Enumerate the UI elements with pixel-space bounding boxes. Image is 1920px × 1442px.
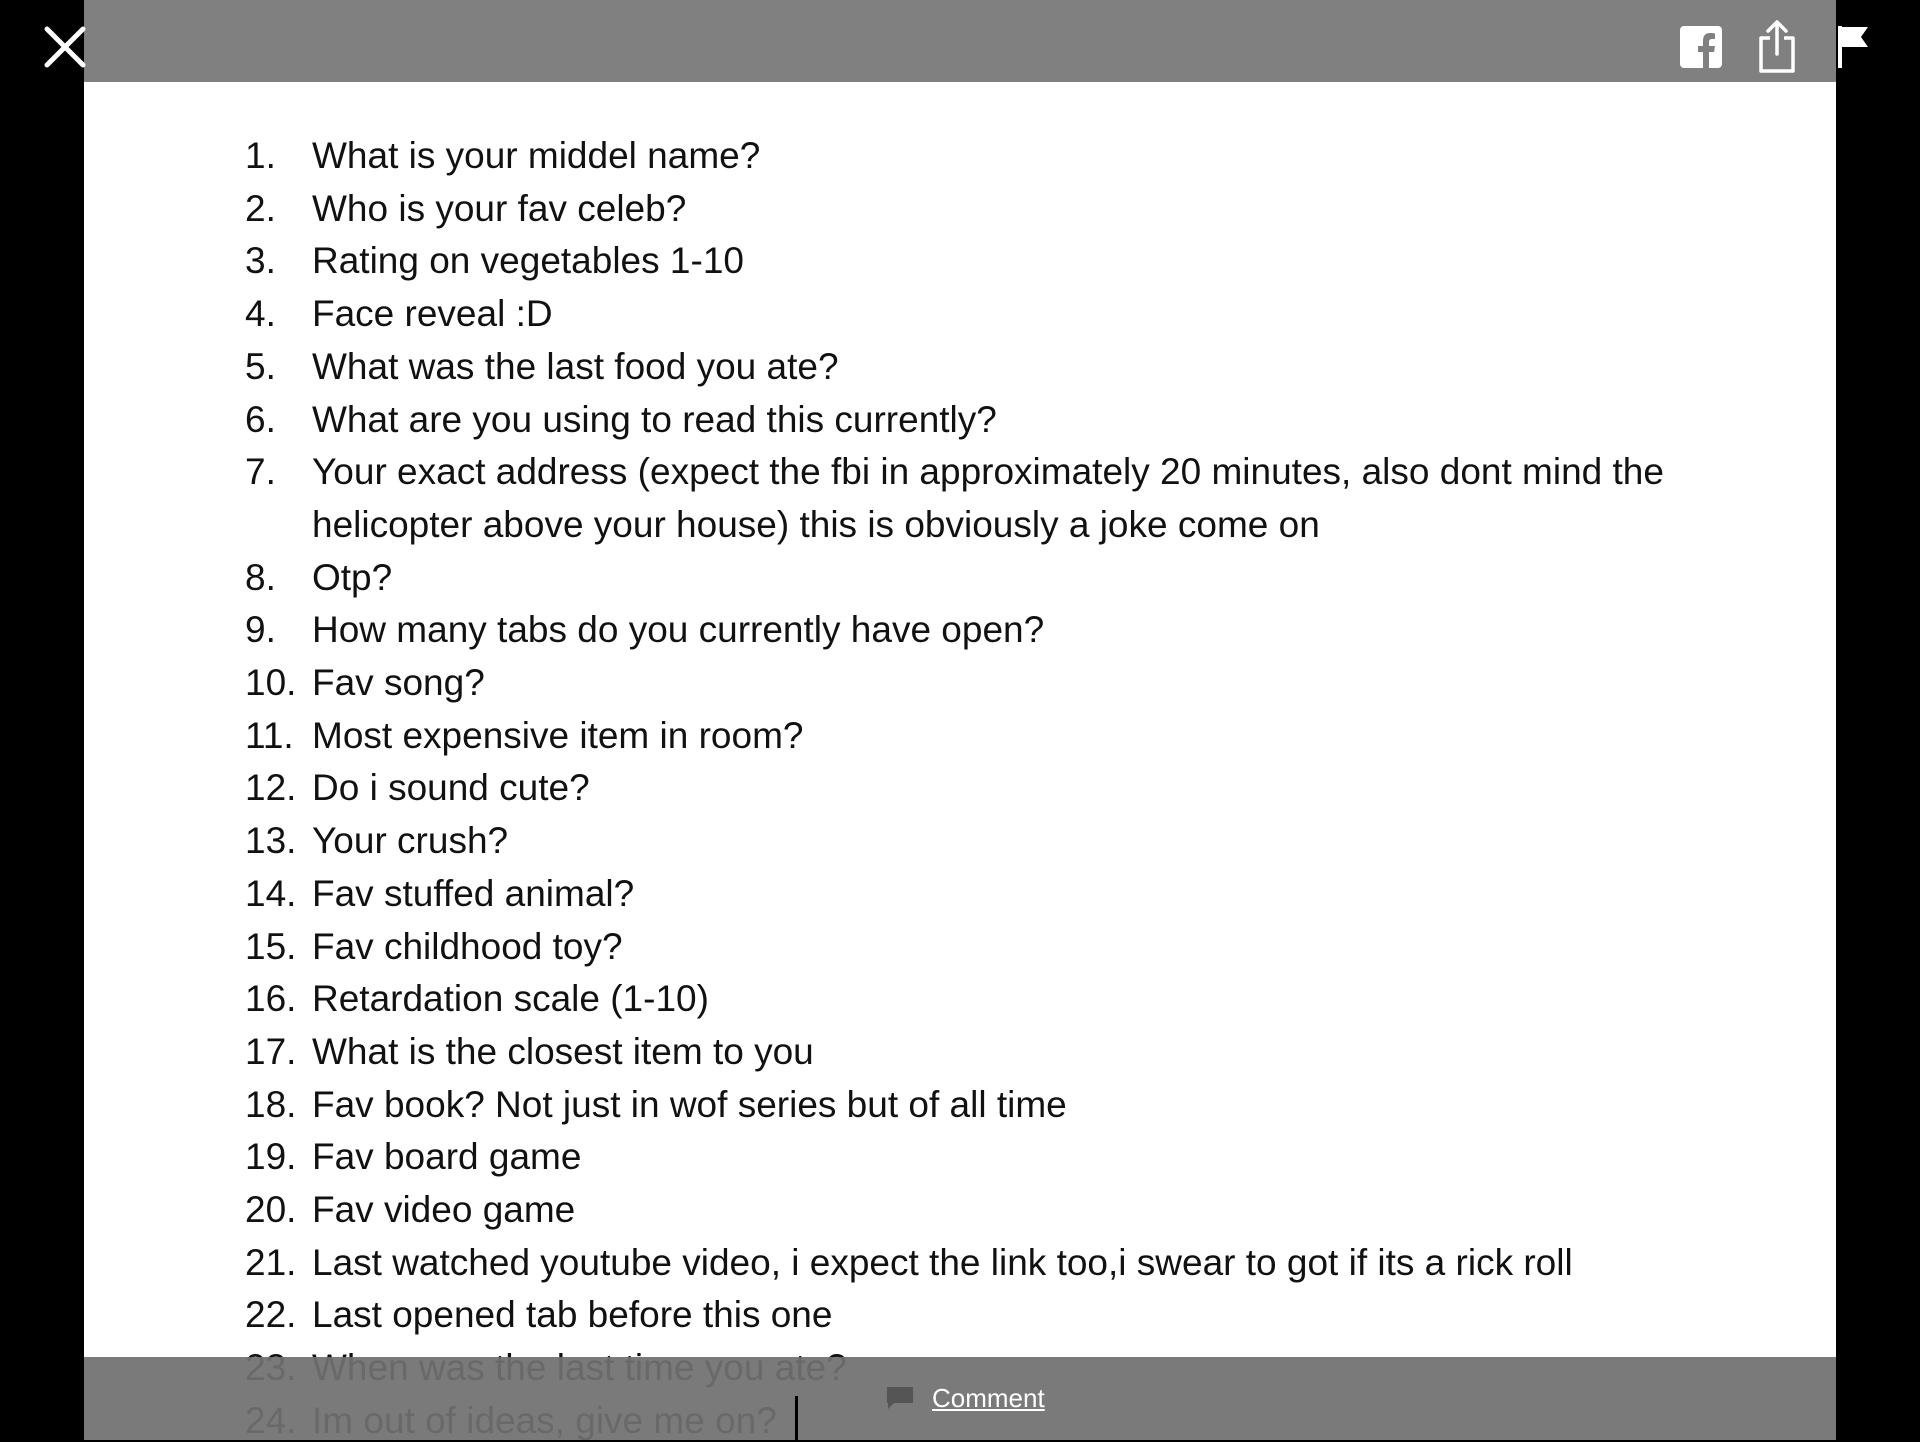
- list-item: [84, 815, 1836, 868]
- list-item: [84, 1079, 1836, 1132]
- list-item: [84, 1131, 1836, 1184]
- item-number: 11.: [245, 714, 294, 756]
- top-toolbar: [84, 0, 1836, 82]
- list-item: [84, 394, 1836, 447]
- list-item: [84, 1289, 1836, 1342]
- item-number: 20.: [245, 1189, 297, 1231]
- item-text: What is the closest item to you: [312, 1030, 814, 1072]
- item-number: 10.: [245, 662, 297, 704]
- item-number: 1.: [245, 135, 276, 176]
- item-text: Fav song?: [312, 662, 485, 704]
- item-text: Fav video game: [312, 1189, 576, 1231]
- item-number: 3.: [245, 240, 276, 282]
- comment-icon[interactable]: [884, 1385, 916, 1411]
- item-text: Fav board game: [312, 1136, 582, 1178]
- item-number: 18.: [245, 1083, 297, 1125]
- list-item: [84, 973, 1836, 1026]
- text-cursor: [795, 1396, 798, 1442]
- facebook-icon[interactable]: [1680, 26, 1722, 68]
- item-text: Your crush?: [312, 820, 509, 862]
- item-text: How many tabs do you currently have open?: [312, 609, 1045, 651]
- item-text: Last watched youtube video, i expect the link too,i swear to got if its a rick roll: [312, 1241, 1573, 1283]
- comment-bar: [84, 1357, 1836, 1440]
- list-item: [84, 1026, 1836, 1079]
- list-item: [84, 604, 1836, 657]
- item-number: 14.: [245, 872, 297, 914]
- item-text: What was the last food you ate?: [312, 345, 839, 387]
- item-text: Face reveal :D: [312, 293, 553, 335]
- item-number: 21.: [245, 1241, 297, 1283]
- item-text: Your exact address (expect the fbi in approximately 20 minutes, also dont mind the helicopter above your house) this is obviously a joke come on: [312, 451, 1664, 545]
- item-text: Fav childhood toy?: [312, 925, 623, 967]
- list-item: [84, 1184, 1836, 1237]
- close-icon[interactable]: [40, 22, 90, 72]
- item-number: 8.: [245, 556, 276, 598]
- item-number: 16.: [245, 978, 297, 1020]
- item-text: Otp?: [312, 556, 393, 598]
- list-item: [84, 657, 1836, 710]
- item-number: 7.: [245, 451, 276, 493]
- item-text: Retardation scale (1-10): [312, 978, 709, 1020]
- item-number: 9.: [245, 609, 276, 651]
- list-item: [84, 288, 1836, 341]
- list-item: [84, 130, 1836, 183]
- item-number: 4.: [245, 293, 276, 335]
- item-number: 12.: [245, 767, 297, 809]
- item-text: Who is your fav celeb?: [312, 187, 687, 229]
- item-number: 5.: [245, 345, 276, 387]
- item-text: What are you using to read this currently?: [312, 398, 997, 440]
- item-text: Last opened tab before this one: [312, 1294, 833, 1336]
- list-item: [84, 341, 1836, 394]
- list-item: [84, 868, 1836, 921]
- list-item: [84, 446, 1836, 551]
- list-item: [84, 710, 1836, 763]
- item-text: What is your middel name?: [312, 135, 761, 176]
- item-text: Fav stuffed animal?: [312, 872, 635, 914]
- item-number: 6.: [245, 398, 276, 440]
- flag-icon[interactable]: [1836, 24, 1870, 70]
- item-number: 13.: [245, 820, 297, 862]
- list-item: [84, 1237, 1836, 1290]
- item-text: Do i sound cute?: [312, 767, 590, 809]
- item-text: Fav book? Not just in wof series but of all time: [312, 1083, 1067, 1125]
- list-item: [84, 183, 1836, 236]
- share-icon[interactable]: [1756, 18, 1798, 74]
- question-list: [84, 130, 1836, 1440]
- document-page: [84, 82, 1836, 1440]
- item-number: 2.: [245, 187, 276, 229]
- item-number: 19.: [245, 1136, 297, 1178]
- item-text: Rating on vegetables 1-10: [312, 240, 744, 282]
- list-item: [84, 762, 1836, 815]
- item-number: 15.: [245, 925, 297, 967]
- list-item: [84, 552, 1836, 605]
- item-text: Most expensive item in room?: [312, 714, 804, 756]
- item-number: 22.: [245, 1294, 297, 1336]
- comment-link[interactable]: Comment: [932, 1383, 1045, 1413]
- item-number: 17.: [245, 1030, 297, 1072]
- list-item: [84, 235, 1836, 288]
- list-item: [84, 921, 1836, 974]
